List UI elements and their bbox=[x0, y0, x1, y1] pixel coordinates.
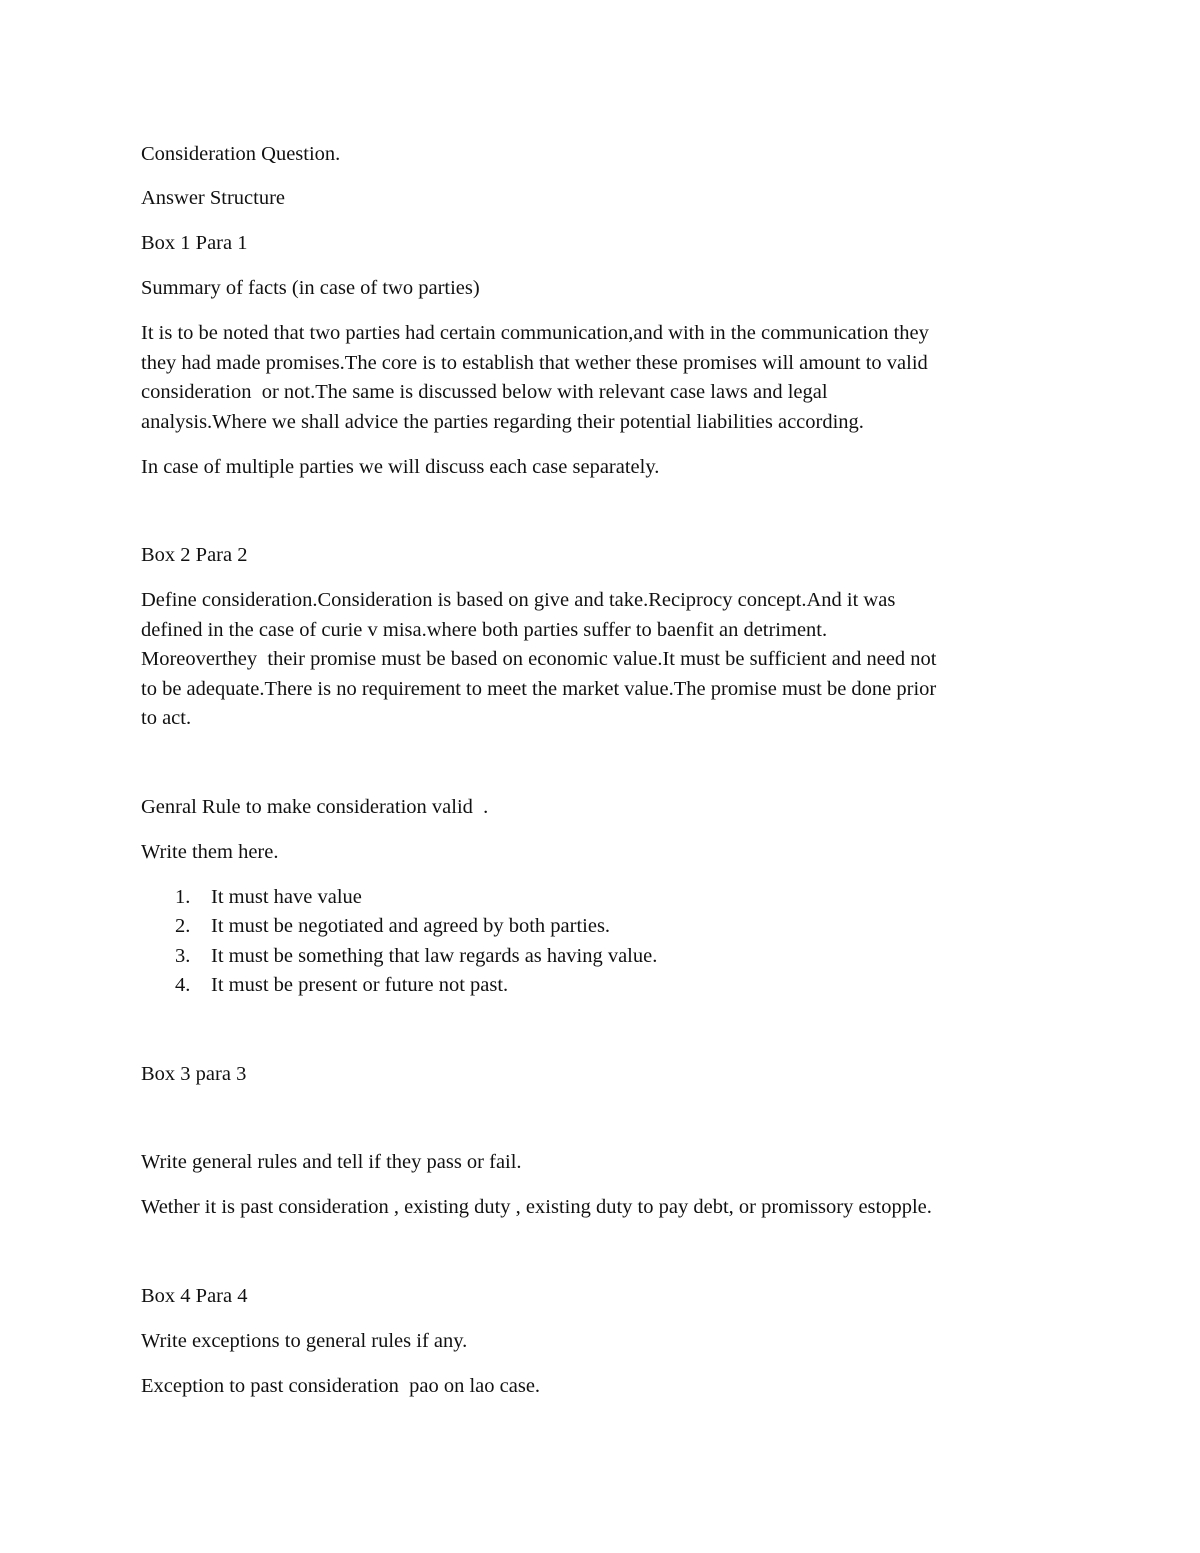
document-subtitle: Answer Structure bbox=[141, 187, 286, 209]
document-page bbox=[141, 140, 1071, 1401]
box3-detail: Wether it is past consideration , existing duty , existing duty to pay debt, or promissory estopple. bbox=[141, 1196, 932, 1218]
box3-instruction: Write general rules and tell if they pass or fail. bbox=[141, 1151, 522, 1173]
list-number: 1. bbox=[175, 885, 191, 908]
list-number: 4. bbox=[175, 974, 191, 996]
box1-summary-heading: Summary of facts (in case of two parties) bbox=[141, 277, 480, 299]
list-item bbox=[141, 971, 1071, 1001]
box3-heading: Box 3 para 3 bbox=[141, 1062, 247, 1085]
box2-body: Define consideration.Consideration is based on give and take.Reciprocy concept.And it was defined in the case of curie v misa.where both parties suffer to baenfit an detriment. Moreoverthey their promise must be based on economic value.It must be sufficient and need not to be adequate.There is no requirement to meet the market value.The promise must be done prior to act. bbox=[141, 589, 937, 729]
box1-multiple-parties: In case of multiple parties we will discuss each case separately. bbox=[141, 455, 660, 478]
list-item bbox=[141, 883, 1071, 913]
rules-list bbox=[141, 883, 1071, 1001]
list-text: It must be negotiated and agreed by both parties. bbox=[211, 915, 611, 937]
write-them-here: Write them here. bbox=[141, 840, 279, 863]
box4-heading: Box 4 Para 4 bbox=[141, 1284, 248, 1307]
list-text: It must be present or future not past. bbox=[211, 974, 509, 996]
box2-heading: Box 2 Para 2 bbox=[141, 544, 248, 566]
box1-heading: Box 1 Para 1 bbox=[141, 232, 248, 254]
list-number: 2. bbox=[175, 915, 191, 937]
document-title: Consideration Question. bbox=[141, 143, 341, 165]
list-item bbox=[141, 912, 1071, 942]
box1-body: It is to be noted that two parties had certain communication,and with in the communication they they had made promises.The core is to establish that wether these promises will amount to valid consideration or not.The same is discussed below with relevant case laws and legal analysis.Where we shall advice the parties regarding their potential liabilities according. bbox=[141, 322, 929, 433]
box4-detail: Exception to past consideration pao on lao case. bbox=[141, 1374, 541, 1397]
general-rule-heading: Genral Rule to make consideration valid . bbox=[141, 795, 489, 818]
list-text: It must be something that law regards as having value. bbox=[211, 944, 658, 967]
list-number: 3. bbox=[175, 944, 191, 967]
box4-instruction: Write exceptions to general rules if any. bbox=[141, 1329, 468, 1352]
list-text: It must have value bbox=[211, 885, 362, 908]
list-item bbox=[141, 942, 1071, 972]
